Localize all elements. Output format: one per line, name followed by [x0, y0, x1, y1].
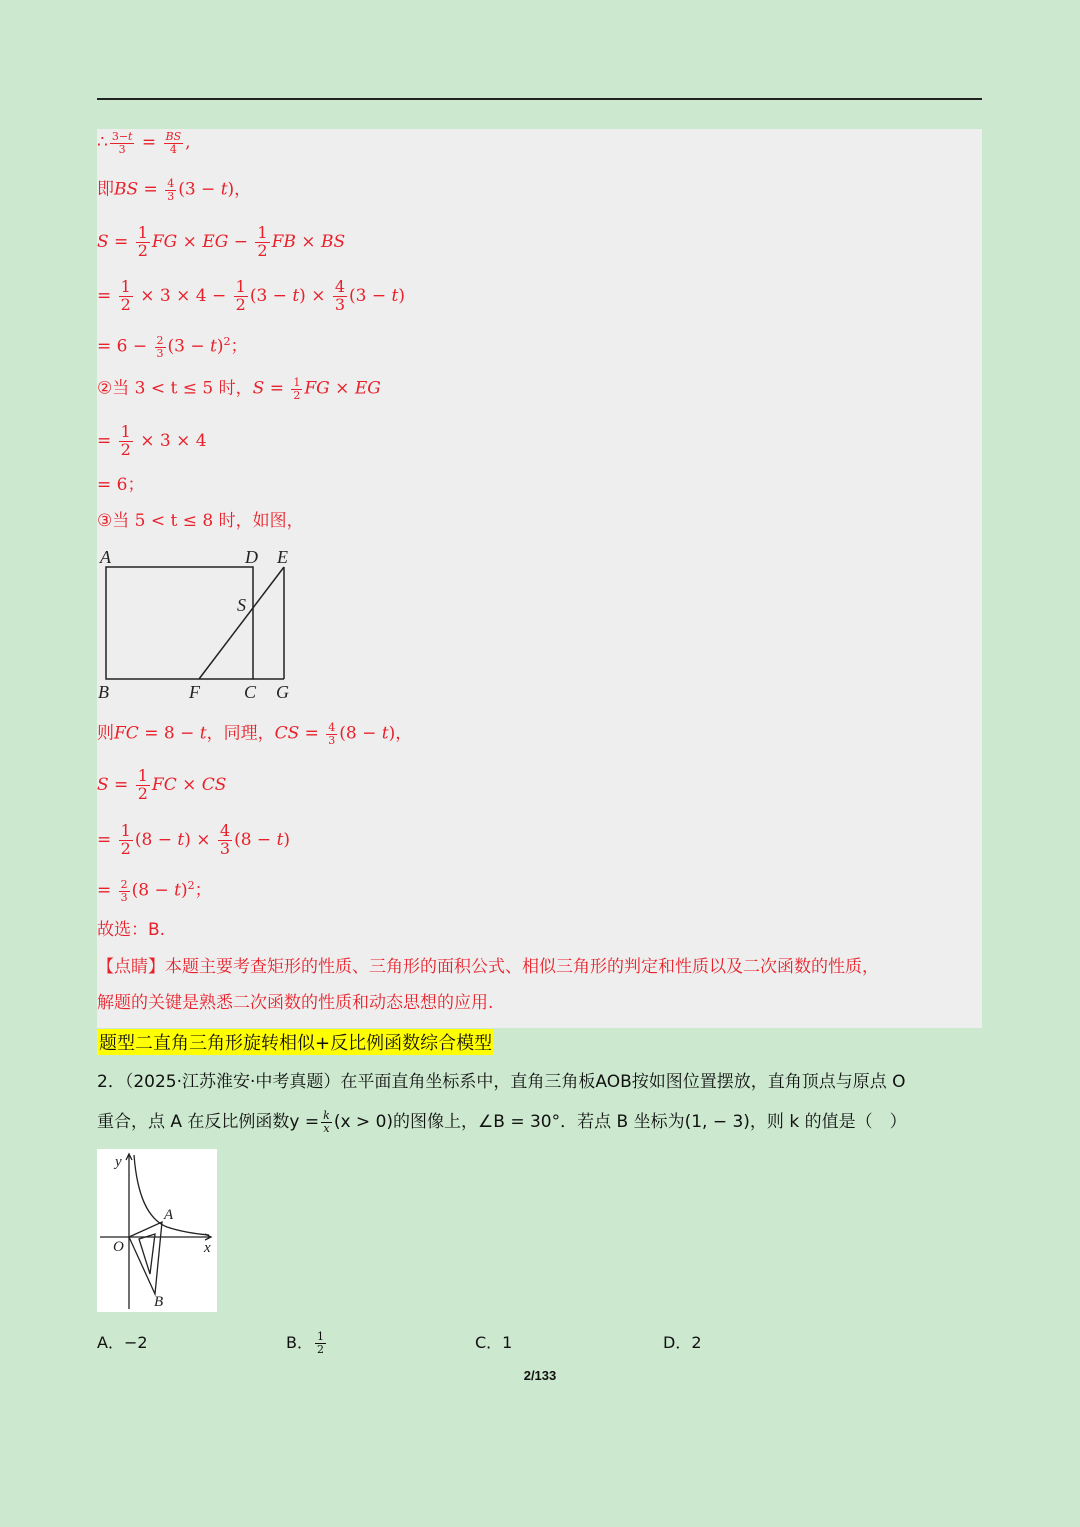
solution-line-12: = $\frac{1}{2}$ (8 − t) × $\frac{4}{3}$ (8 − t): [97, 821, 291, 858]
label-x: x: [204, 1240, 211, 1256]
header-rule: [97, 98, 982, 100]
label-c: C: [244, 682, 257, 702]
triangle-inner: [139, 1234, 155, 1274]
comment-line-2: 解题的关键是熟悉二次函数的性质和动态思想的应用.: [97, 993, 494, 1013]
label-o: O: [113, 1239, 124, 1255]
question-line-2: 重合，点 A 在反比例函数y = $\frac{k}{x}$ (x > 0)的图像上，∠B = 30°．若点 B 坐标为(1, − 3)，则 k 的值是（ ）: [97, 1108, 907, 1135]
label-f: F: [189, 682, 200, 702]
rectangle-abcd: [106, 567, 253, 679]
solution-line-4: = $\frac{1}{2}$ × 3 × 4 − $\frac{1}{2}$ (3 − t) × $\frac{4}{3}$ (3 − t): [97, 277, 406, 314]
solution-line-9: ③当 5 < t ≤ 8 时，如图，: [97, 511, 304, 531]
solution-line-5: = 6 − $\frac{2}{3}$ $(3 - t)^2$；: [97, 334, 248, 360]
section-title: 题型二直角三角形旋转相似+反比例函数综合模型: [97, 1029, 494, 1055]
option-a: A．−2: [97, 1333, 148, 1352]
label-b: B: [98, 682, 109, 702]
label-y: y: [115, 1154, 122, 1170]
label-e: E: [277, 547, 288, 567]
page-number: 2/133: [523, 1368, 557, 1383]
coordinate-figure: [97, 1149, 217, 1312]
solution-line-2: 即BS = $\frac{4}{3}$ (3 − t)，: [97, 177, 252, 203]
solution-line-11: S = $\frac{1}{2}$ FC × CS: [97, 766, 227, 803]
solution-line-1: ∴ $\frac{3-t}{3}$ = $\frac{BS}{4}$ ,: [97, 130, 191, 156]
solution-line-10: 则FC = 8 − t，同理，CS = $\frac{4}{3}$ (8 − t)，: [97, 721, 413, 747]
solution-line-7: = $\frac{1}{2}$ × 3 × 4: [97, 422, 207, 459]
solution-line-3: S = $\frac{1}{2}$ FG × EG − $\frac{1}{2}$ FB × BS: [97, 223, 346, 260]
label-s: S: [237, 595, 246, 615]
therefore-symbol: ∴: [97, 132, 108, 153]
label-b: B: [154, 1294, 164, 1310]
option-c: C．1: [475, 1333, 513, 1352]
comment-line-1: 【点睛】本题主要考查矩形的性质、三角形的面积公式、相似三角形的判定和性质以及二次函数的性质，: [97, 957, 879, 977]
rectangle-triangle-figure: [95, 545, 305, 705]
question-line-1: 2．（2025·江苏淮安·中考真题）在平面直角坐标系中，直角三角板AOB按如图位置摆放，直角顶点与原点 O: [97, 1072, 906, 1092]
solution-line-6: ②当 3 < t ≤ 5 时，S = $\frac{1}{2}$ FG × EG: [97, 376, 381, 402]
segment-ef: [199, 567, 284, 679]
label-a: A: [164, 1207, 174, 1223]
label-d: D: [245, 547, 258, 567]
label-a: A: [100, 547, 111, 567]
option-b: B． $\frac{1}{2}$: [286, 1330, 324, 1356]
label-g: G: [276, 682, 289, 702]
option-d: D．2: [663, 1333, 702, 1352]
solution-line-8: = 6；: [97, 475, 145, 495]
answer-line: 故选：B.: [97, 920, 166, 940]
hyperbola: [134, 1155, 209, 1235]
solution-line-13: = $\frac{2}{3}$ $(8 - t)^2$；: [97, 878, 212, 904]
